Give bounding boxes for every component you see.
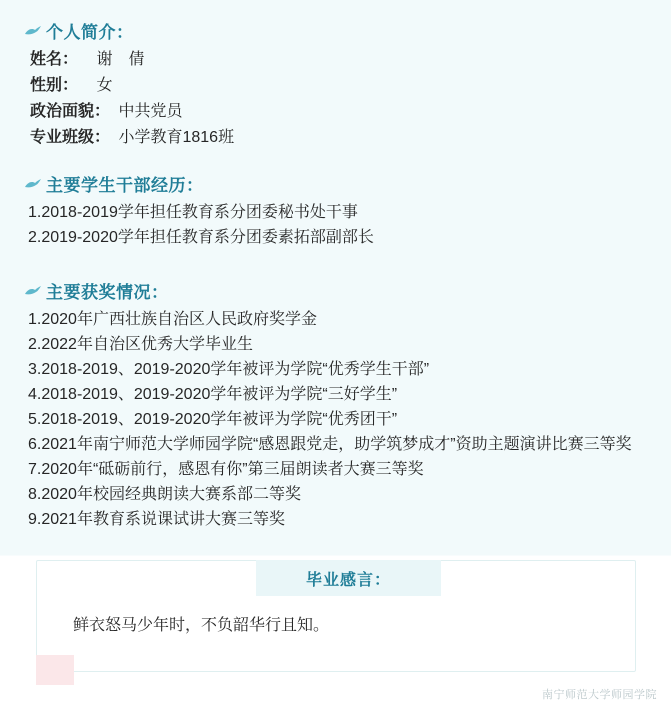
graduation-note-title: 毕业感言：: [305, 571, 391, 589]
bird-marker-icon: [24, 285, 42, 299]
list-item: 8.2020年校园经典朗读大赛系部二等奖: [28, 486, 301, 503]
section-title-awards: 主要获奖情况：: [46, 283, 169, 302]
list-item: 2.2019-2020学年担任教育系分团委素拓部副部长: [28, 229, 374, 246]
section-header-cadre: [24, 171, 651, 196]
profile-field-gender-label: 性别：: [30, 77, 79, 94]
profile-field-political-status: [30, 99, 651, 125]
list-item: 3.2018-2019、2019-2020学年被评为学院“优秀学生干部”: [28, 361, 430, 378]
awards-list: [24, 307, 651, 532]
cadre-list: [24, 200, 651, 250]
profile-field-name-label: 姓名：: [30, 51, 79, 68]
list-item: 7.2020年“砥砺前行，感恩有你”第三届朗读者大赛三等奖: [28, 461, 424, 478]
spacer-after-cadre: [24, 250, 651, 270]
spacer-after-profile: [24, 151, 651, 163]
profile-field-class-label: 专业班级：: [30, 129, 111, 146]
graduation-note-card: [36, 560, 636, 672]
profile-field-political-status-value: 中共党员: [118, 103, 183, 120]
section-header-profile: [24, 18, 651, 43]
watermark-text: 南宁师范大学师园学院: [542, 689, 657, 701]
bird-marker-icon: [24, 178, 42, 192]
profile-field-gender-value: 女: [96, 77, 113, 94]
list-item: 1.2018-2019学年担任教育系分团委秘书处干事: [28, 204, 358, 221]
profile-field-name: [30, 47, 651, 73]
graduation-note-text: 鲜衣怒马少年时，不负韶华行且知。: [73, 617, 330, 634]
profile-field-political-status-label: 政治面貌：: [30, 103, 111, 120]
profile-field-class-value: 小学教育1816班: [118, 129, 235, 146]
section-header-awards: [24, 278, 651, 303]
graduation-note-title-bar: [256, 560, 441, 596]
list-item: 9.2021年教育系说课试讲大赛三等奖: [28, 511, 285, 528]
profile-field-name-value: 谢 倩: [96, 51, 145, 68]
list-item: 6.2021年南宁师范大学师园学院“感恩跟党走，助学筑梦成才”资助主题演讲比赛三等奖: [28, 436, 632, 453]
profile-field-class: [30, 125, 651, 151]
decorative-pink-block: [36, 655, 74, 685]
list-item: 4.2018-2019、2019-2020学年被评为学院“三好学生”: [28, 386, 398, 403]
bird-marker-icon: [24, 25, 42, 39]
section-title-profile: 个人简介：: [46, 23, 134, 42]
list-item: 5.2018-2019、2019-2020学年被评为学院“优秀团干”: [28, 411, 398, 428]
list-item: 2.2022年自治区优秀大学毕业生: [28, 336, 253, 353]
profile-field-gender: [30, 73, 651, 99]
list-item: 1.2020年广西壮族自治区人民政府奖学金: [28, 311, 317, 328]
section-title-cadre: 主要学生干部经历：: [46, 176, 204, 195]
